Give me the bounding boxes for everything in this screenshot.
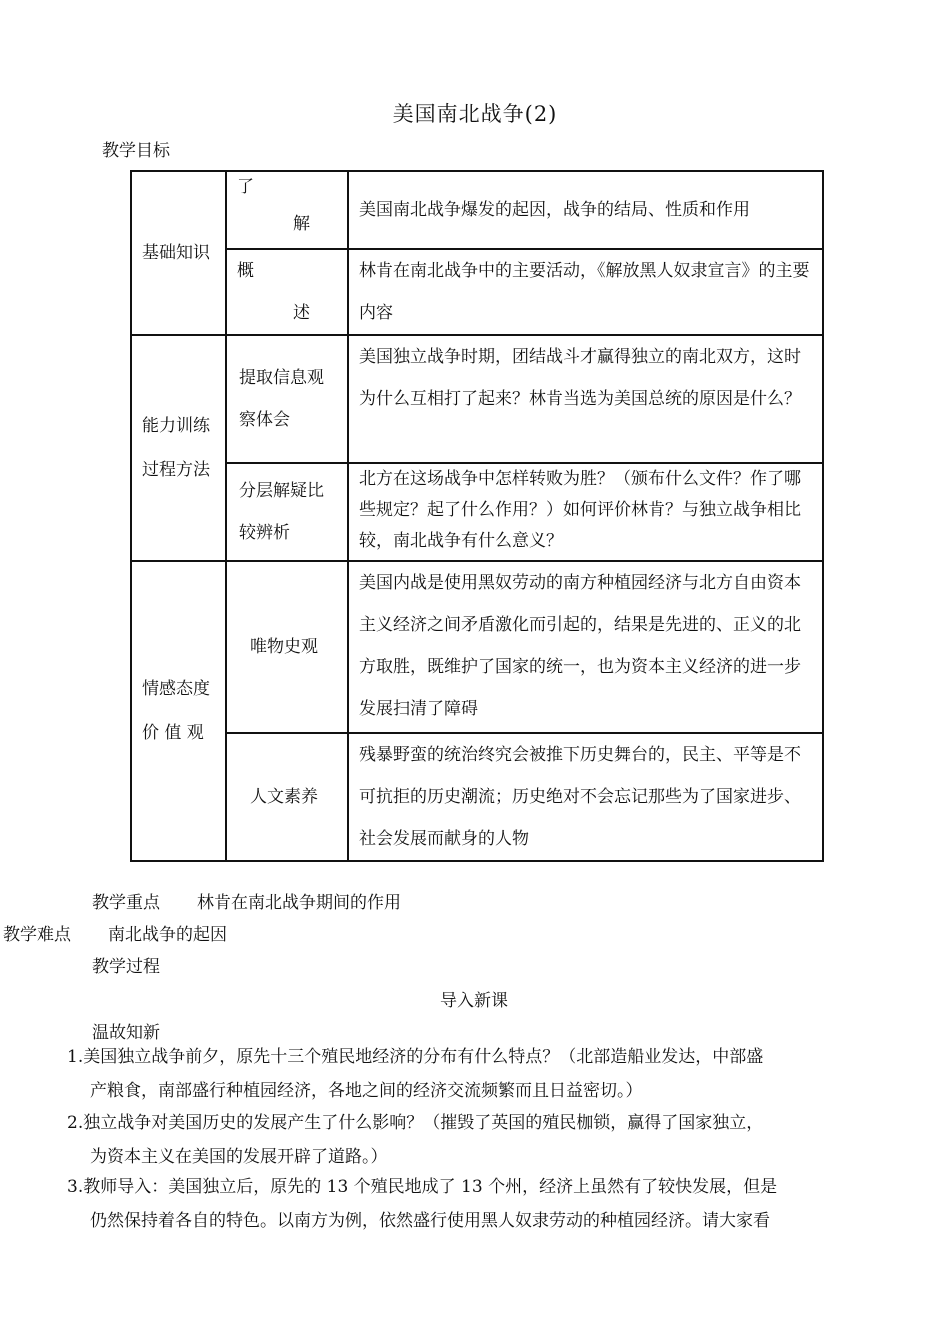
category-line: 情感态度 — [142, 679, 210, 699]
list-item — [67, 1040, 867, 1108]
section-heading: 导入新课 — [440, 991, 508, 1011]
table-row — [131, 335, 823, 463]
content-cell: 美国独立战争时期，团结战斗才赢得独立的南北双方，这时为什么互相打了起来？林肯当选为美国总统的原因是什么？ — [348, 335, 823, 463]
objectives-label: 教学目标 — [102, 141, 170, 161]
category-attitude — [131, 561, 226, 861]
content-cell: 残暴野蛮的统治终究会被推下历史舞台的，民主、平等是不可抗拒的历史潮流；历史绝对不会忘记那些为了国家进步、社会发展而献身的人物 — [348, 733, 823, 861]
content-cell: 美国南北战争爆发的起因，战争的结局、性质和作用 — [348, 171, 823, 249]
content-cell: 美国内战是使用黑奴劳动的南方种植园经济与北方自由资本主义经济之间矛盾激化而引起的，结果是先进的、正义的北方取胜，既维护了国家的统一，也为资本主义经济的进一步发展扫清了障碍 — [348, 561, 823, 733]
process-label: 教学过程 — [92, 957, 160, 977]
review-label: 温故知新 — [92, 1023, 160, 1043]
list-item — [67, 1170, 867, 1238]
table-row — [131, 249, 823, 335]
table-row — [131, 463, 823, 561]
sub-category-part: 了 — [237, 177, 254, 197]
sub-category-cell: 人文素养 — [226, 733, 348, 861]
category-line: 过程方法 — [142, 460, 210, 480]
key-point-text: 林肯在南北战争期间的作用 — [197, 893, 401, 913]
objectives-table — [130, 170, 824, 862]
list-item — [67, 1106, 867, 1174]
list-item-line: 仍然保持着各自的特色。以南方为例，依然盛行使用黑人奴隶劳动的种植园经济。请大家看 — [90, 1211, 770, 1231]
list-item-line: 产粮食，南部盛行种植园经济，各地之间的经济交流频繁而且日益密切。） — [90, 1081, 643, 1101]
list-item-line: 1.美国独立战争前夕，原先十三个殖民地经济的分布有什么特点？（北部造船业发达，中部盛 — [67, 1047, 764, 1067]
content-cell: 林肯在南北战争中的主要活动，《解放黑人奴隶宣言》的主要内容 — [348, 249, 823, 335]
page-title: 美国南北战争(2) — [392, 102, 558, 126]
sub-category-part: 解 — [293, 214, 310, 234]
table-row — [131, 561, 823, 733]
category-basic: 基础知识 — [131, 171, 226, 335]
list-item-line: 3.教师导入：美国独立后，原先的 13 个殖民地成了 13 个州，经济上虽然有了较快发展，但是 — [67, 1177, 778, 1197]
category-ability — [131, 335, 226, 561]
sub-category-cell — [226, 171, 348, 249]
difficulty-label: 教学难点 — [3, 925, 71, 945]
list-item-line: 为资本主义在美国的发展开辟了道路。） — [90, 1147, 388, 1167]
sub-category-cell: 提取信息观察体会 — [226, 335, 348, 463]
sub-category-part: 概 — [237, 261, 254, 281]
sub-category-part: 述 — [293, 303, 310, 323]
category-line: 能力训练 — [142, 416, 210, 436]
sub-category-cell: 分层解疑比较辨析 — [226, 463, 348, 561]
difficulty-text: 南北战争的起因 — [108, 925, 227, 945]
table-row — [131, 171, 823, 249]
list-item-line: 2.独立战争对美国历史的发展产生了什么影响？（摧毁了英国的殖民枷锁，赢得了国家独立， — [67, 1113, 764, 1133]
sub-category-cell: 唯物史观 — [226, 561, 348, 733]
category-line: 价 值 观 — [142, 723, 204, 743]
sub-category-cell — [226, 249, 348, 335]
content-cell: 北方在这场战争中怎样转败为胜？（颁布什么文件？作了哪些规定？起了什么作用？）如何评价林肯？与独立战争相比较，南北战争有什么意义？ — [348, 463, 823, 561]
key-point-label: 教学重点 — [92, 893, 160, 913]
table-row — [131, 733, 823, 861]
